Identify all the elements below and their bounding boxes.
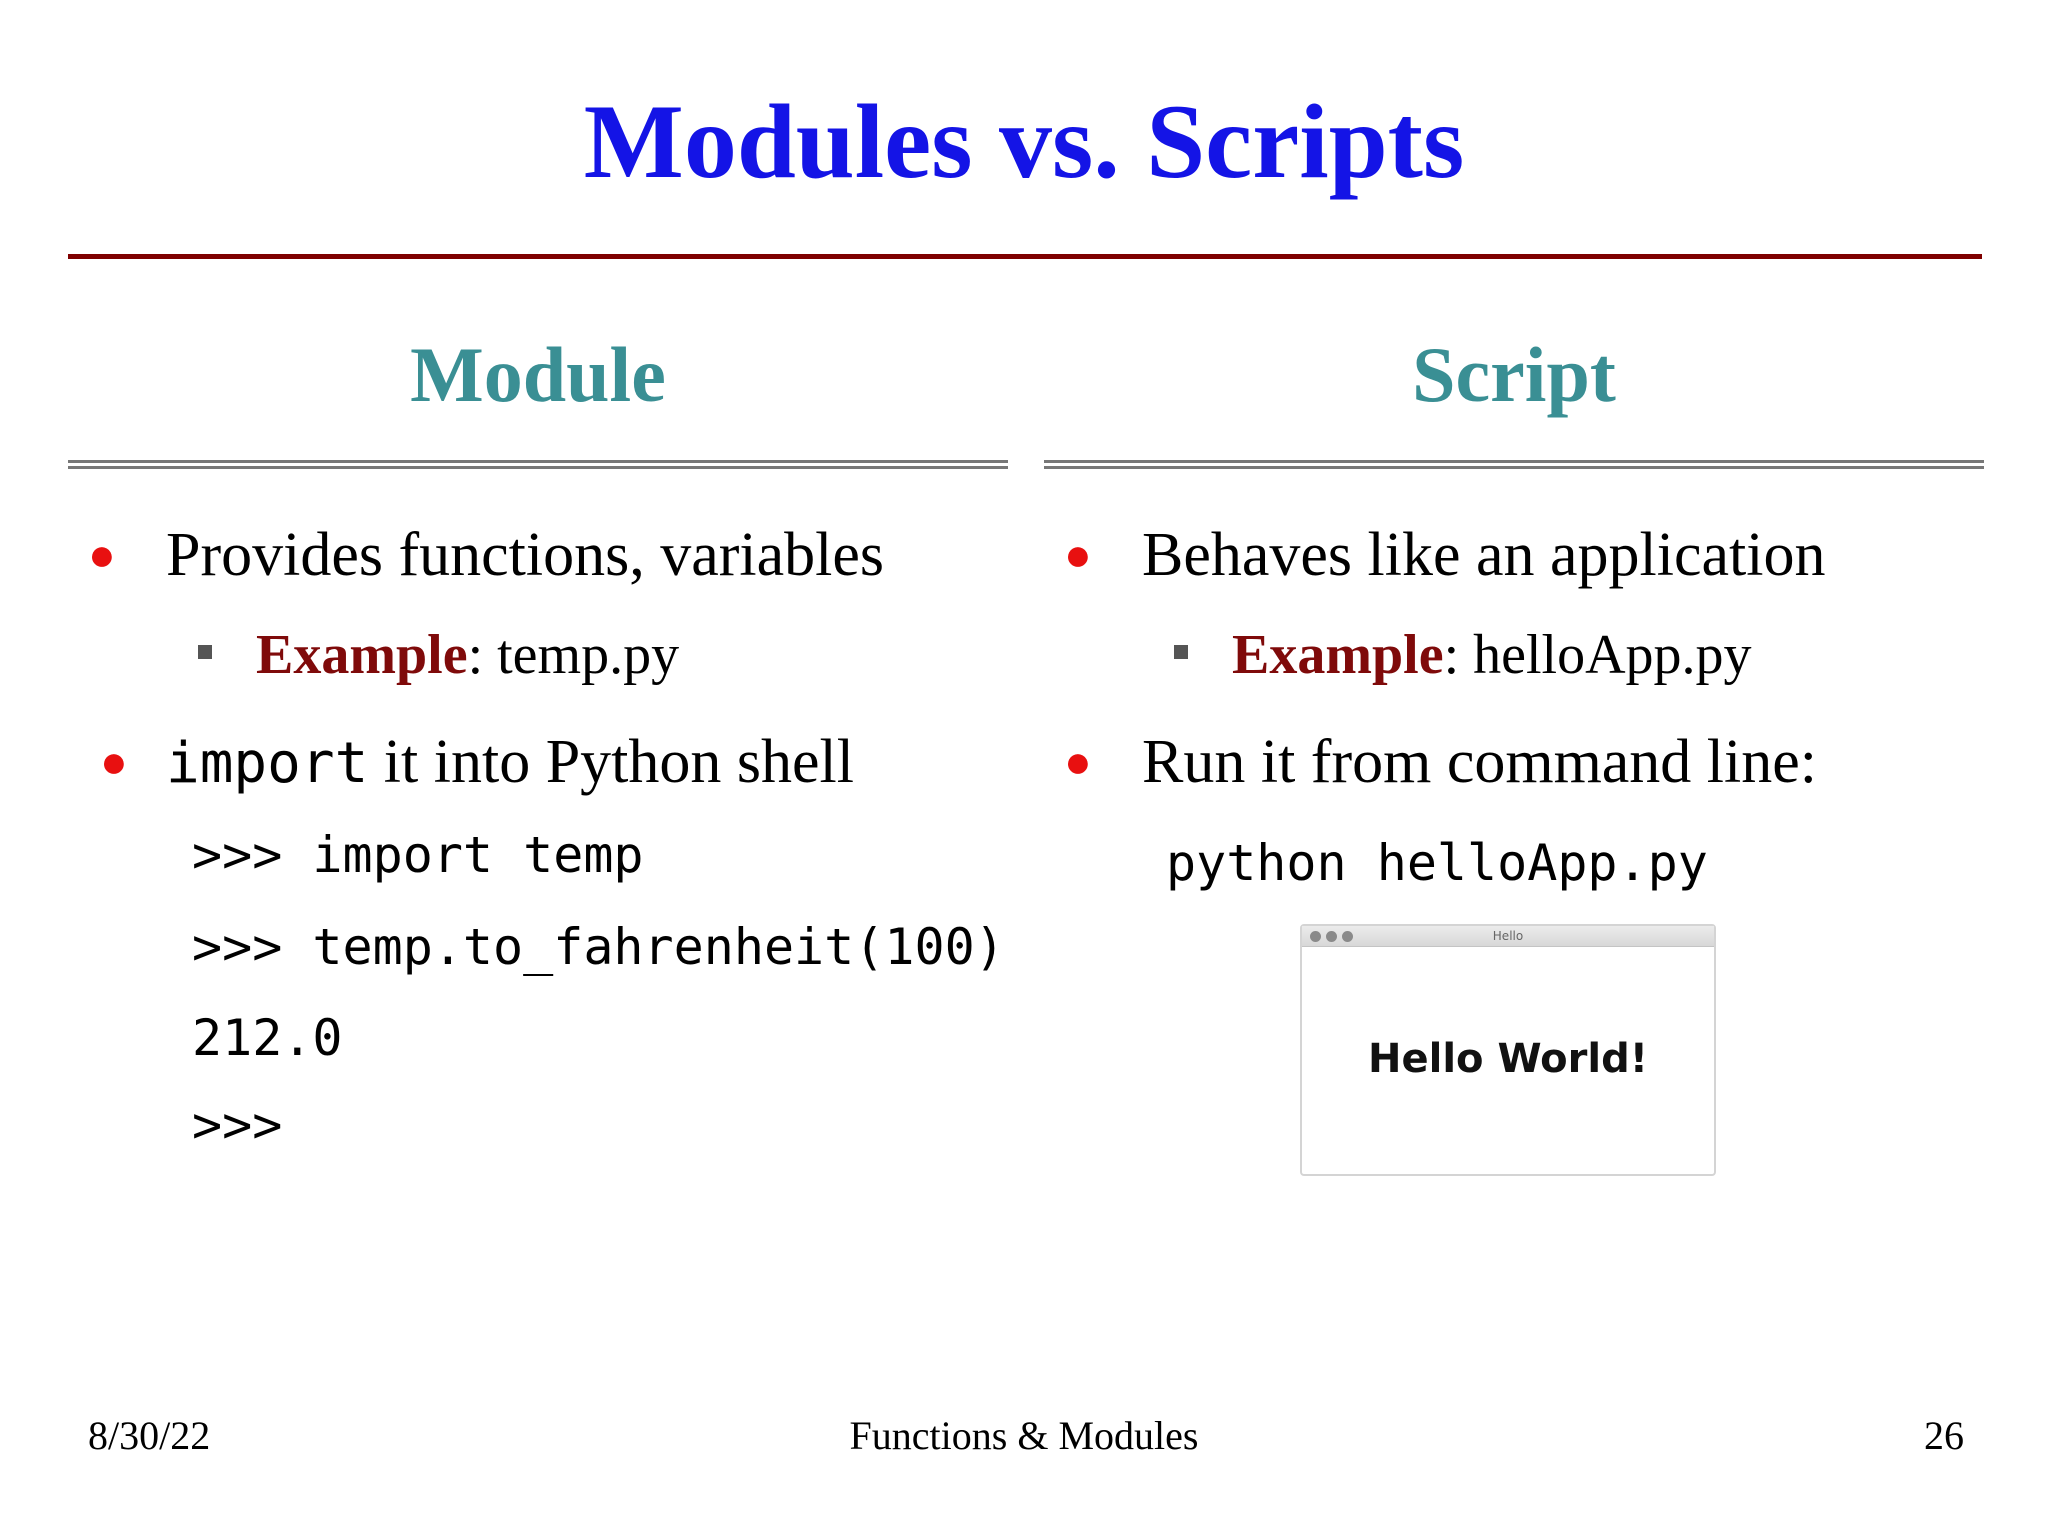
- script-bullet-run: Run it from command line:: [1142, 728, 1818, 796]
- shell-line-2: >>> temp.to_fahrenheit(100): [192, 918, 1005, 976]
- hello-app-window: [1300, 924, 1716, 1176]
- import-text: it into Python shell: [368, 728, 855, 796]
- window-title: Hello: [1492, 929, 1524, 943]
- footer-date: 8/30/22: [88, 1413, 211, 1458]
- script-heading: Script: [1412, 331, 1616, 418]
- footer-title: Functions & Modules: [849, 1413, 1199, 1458]
- module-example-label: Example: [256, 624, 468, 686]
- module-example: [256, 620, 679, 690]
- module-heading: Module: [410, 331, 666, 418]
- hello-message: Hello World!: [1368, 1036, 1648, 1082]
- shell-line-3: 212.0: [192, 1009, 343, 1067]
- bullet-dot-icon: ●: [100, 736, 128, 787]
- bullet-dot-icon: ●: [1064, 736, 1092, 787]
- module-bullet-import: [166, 722, 854, 804]
- command-line: python helloApp.py: [1166, 834, 1708, 892]
- script-bullet-behaves: Behaves like an application: [1142, 521, 1826, 589]
- import-keyword: import: [166, 731, 369, 796]
- square-bullet-icon: [1174, 645, 1188, 659]
- slide-title: Modules vs. Scripts: [583, 83, 1465, 200]
- bullet-dot-icon: ●: [88, 529, 116, 580]
- title-divider: [68, 254, 1982, 259]
- shell-line-1: >>> import temp: [192, 826, 644, 884]
- shell-line-4: >>>: [192, 1096, 283, 1154]
- window-titlebar: [1302, 926, 1714, 947]
- script-example-file: : helloApp.py: [1443, 624, 1752, 686]
- module-bullet-provides: Provides functions, variables: [166, 521, 885, 589]
- square-bullet-icon: [198, 645, 212, 659]
- module-heading-rule: [68, 460, 1008, 469]
- module-example-file: : temp.py: [467, 624, 680, 686]
- page-number: 26: [1924, 1413, 1964, 1458]
- script-example-label: Example: [1232, 624, 1444, 686]
- script-example: [1232, 620, 1752, 690]
- bullet-dot-icon: ●: [1064, 529, 1092, 580]
- script-heading-rule: [1044, 460, 1984, 469]
